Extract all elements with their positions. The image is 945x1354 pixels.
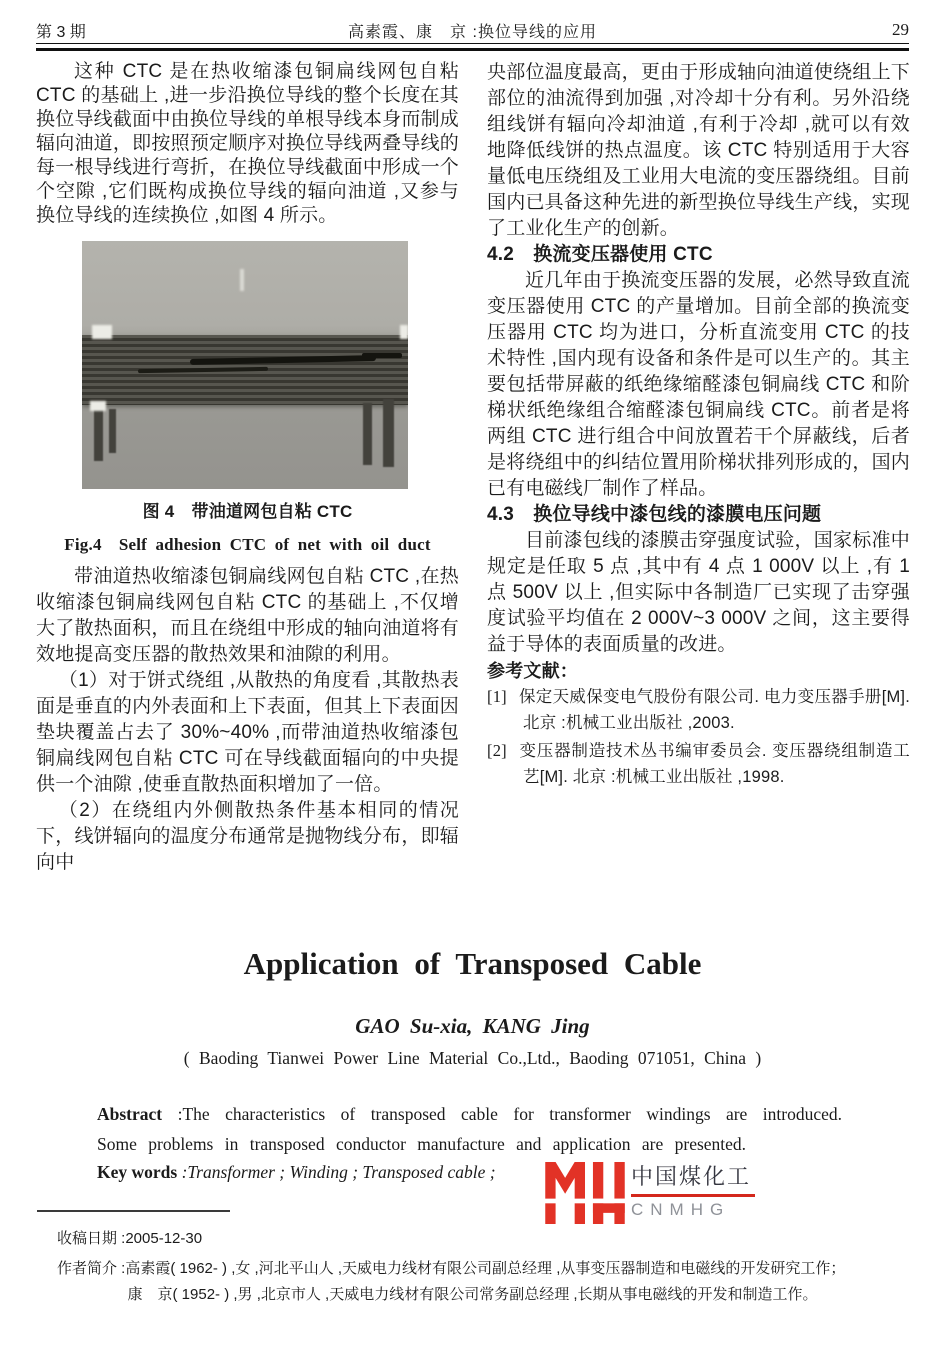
reference-text: 保定天威保变电气股份有限公司. 电力变压器手册[M]. 北京 :机械工业出版社 ,2003. — [518, 688, 910, 732]
reference-item — [487, 684, 910, 736]
photo-highlight — [92, 325, 112, 339]
keywords-text: :Transformer ; Winding ; Transposed cable ; — [177, 1162, 496, 1182]
cnmhg-logo — [545, 1158, 785, 1228]
section-heading-4-3: 4.3 换位导线中漆包线的漆膜电压问题 — [487, 504, 822, 525]
photo-oil-duct-slit — [362, 353, 402, 358]
received-label: 收稿日期 : — [57, 1230, 126, 1247]
paragraph: 目前漆包线的漆膜击穿强度试验，国家标准中规定是任取 5 点 ,其中有 4 点 1 000V 以上 ,有 1 点 500V 以上 ,但实际中各制造厂已实现了击穿强度试验平均值在 2 000V~3 000V 之间，这主要得益于导体的表面质量的改进。 — [487, 530, 910, 655]
keywords — [97, 1162, 557, 1183]
received-date-line — [57, 1226, 907, 1252]
received-date: 2005-12-30 — [125, 1230, 203, 1247]
paragraph: 近几年由于换流变压器的发展，必然导致直流变压器使用 CTC 的产量增加。目前全部的换流变压器用 CTC 均为进口，分析直流变用 CTC 的技术特性 ,国内现有设备和条件是可以生产的。其主要包括带屏蔽的纸绝缘缩醛漆包铜扁线 CTC 和阶梯状纸绝缘组合缩醛漆包铜扁线 CTC。前者是将两组 CTC 进行组合中间放置若干个屏蔽线，后者是将绕组中的纠结位置用阶梯状排列形成的，国内已有电磁线厂制作了样品。 — [487, 270, 910, 499]
figure-4 — [36, 241, 459, 558]
left-column — [36, 60, 459, 876]
header-issue: 第 3 期 — [36, 23, 86, 41]
paragraph: （2）在绕组内外侧散热条件基本相同的情况下，线饼辐向的温度分布通常是抛物线分布，即辐向中 — [36, 800, 459, 873]
reference-label: [2] — [487, 741, 507, 760]
english-affiliation: ( Baoding Tianwei Power Line Material Co.,Ltd., Baoding 071051, China ) — [183, 1048, 762, 1068]
cnmhg-logo-icon — [545, 1162, 625, 1224]
right-column — [487, 60, 910, 792]
section-heading-4-2: 4.2 换流变压器使用 CTC — [487, 244, 713, 265]
page-header — [36, 18, 909, 42]
bio-text: 高素霞( 1962- ) ,女 ,河北平山人 ,天威电力线材有限公司副总经理 ,从事变压器制造和电磁线的开发研究工作； — [125, 1260, 846, 1277]
author-bio-2: 康 京( 1952- ) ,男 ,北京市人 ,天威电力线材有限公司常务副总经理 ,长期从事电磁线的开发和制造工作。 — [127, 1286, 818, 1303]
photo-highlight — [240, 269, 244, 291]
photo-clamp — [109, 409, 116, 453]
bio-label: 作者简介 : — [57, 1260, 126, 1277]
reference-label: [1] — [487, 687, 507, 706]
header-rule — [36, 43, 909, 51]
footnotes — [57, 1226, 907, 1308]
reference-text: 变压器制造技术丛书编审委员会. 变压器绕组制造工艺[M]. 北京 :机械工业出版社 ,1998. — [518, 742, 910, 786]
photo-highlight — [400, 325, 408, 339]
paragraph: 这种 CTC 是在热收缩漆包铜扁线网包自粘 CTC 的基础上 ,进一步沿换位导线的整个长度在其换位导线截面中由换位导线的单根导线本身而制成辐向油道，即按照预定顺序对换位导线两叠导线的每一根导线进行弯折，在换位导线截面中形成一个个空隙 ,它们既构成换位导线的辐向油道 ,又参与换位导线的连续换位 ,如图 4 所示。 — [36, 61, 459, 226]
figure-caption-cn: 图 4 带油道网包自粘 CTC — [142, 502, 353, 521]
figure-caption-en: Fig.4 Self adhesion CTC of net with oil duct — [64, 535, 431, 554]
photo-clamp — [94, 409, 103, 461]
paragraph: 带油道热收缩漆包铜扁线网包自粘 CTC ,在热收缩漆包铜扁线网包自粘 CTC 的基础上 ,不仅增大了散热面积，而且在绕组中形成的轴向油道将有效地提高变压器的散热效果和油隙的利用。 — [36, 566, 459, 665]
header-page-number: 29 — [892, 20, 909, 39]
photo-clamp — [363, 403, 372, 465]
photo-clamp — [383, 399, 394, 467]
cnmhg-logo-text — [631, 1160, 781, 1220]
abstract — [97, 1100, 842, 1159]
english-authors: GAO Su-xia, KANG Jing — [355, 1014, 590, 1038]
logo-name-cn: 中国煤化工 — [631, 1164, 752, 1189]
english-title: Application of Transposed Cable — [243, 946, 702, 981]
photo-highlight — [90, 401, 106, 411]
abstract-text: :The characteristics of transposed cable for transformer windings are introduced. Some problems in transposed conductor manufacture and application are presented. — [97, 1104, 842, 1154]
figure-photo — [82, 241, 408, 489]
footnote-rule — [37, 1210, 230, 1212]
author-bio-1 — [57, 1256, 907, 1282]
abstract-label: Abstract — [97, 1104, 163, 1124]
paragraph: （1）对于饼式绕组 ,从散热的角度看 ,其散热表面是垂直的内外表面和上下表面，但其上下表面因垫块覆盖占去了 30%~40% ,而带油道热收缩漆包铜扁线网包自粘 CTC 可在导线截面辐向的中央提供一个油隙 ,使垂直散热面积增加了一倍。 — [36, 670, 459, 795]
paragraph: 央部位温度最高，更由于形成轴向油道使绕组上下部位的油流得到加强 ,对冷却十分有利。另外沿绕组线饼有辐向冷却油道 ,有利于冷却 ,就可以有效地降低线饼的热点温度。该 CTC 特别适用于大容量低电压绕组及工业用大电流的变压器绕组。目前国内已具备这种先进的新型换位导线生产线，实现了工业化生产的创新。 — [487, 62, 910, 239]
reference-item — [487, 738, 910, 790]
references-heading: 参考文献： — [487, 661, 578, 681]
logo-name-en: CNMHG — [631, 1199, 731, 1219]
keywords-label: Key words — [97, 1162, 178, 1182]
logo-underline — [631, 1194, 755, 1197]
header-running-title: 高素霞、康 京 :换位导线的应用 — [348, 23, 597, 41]
